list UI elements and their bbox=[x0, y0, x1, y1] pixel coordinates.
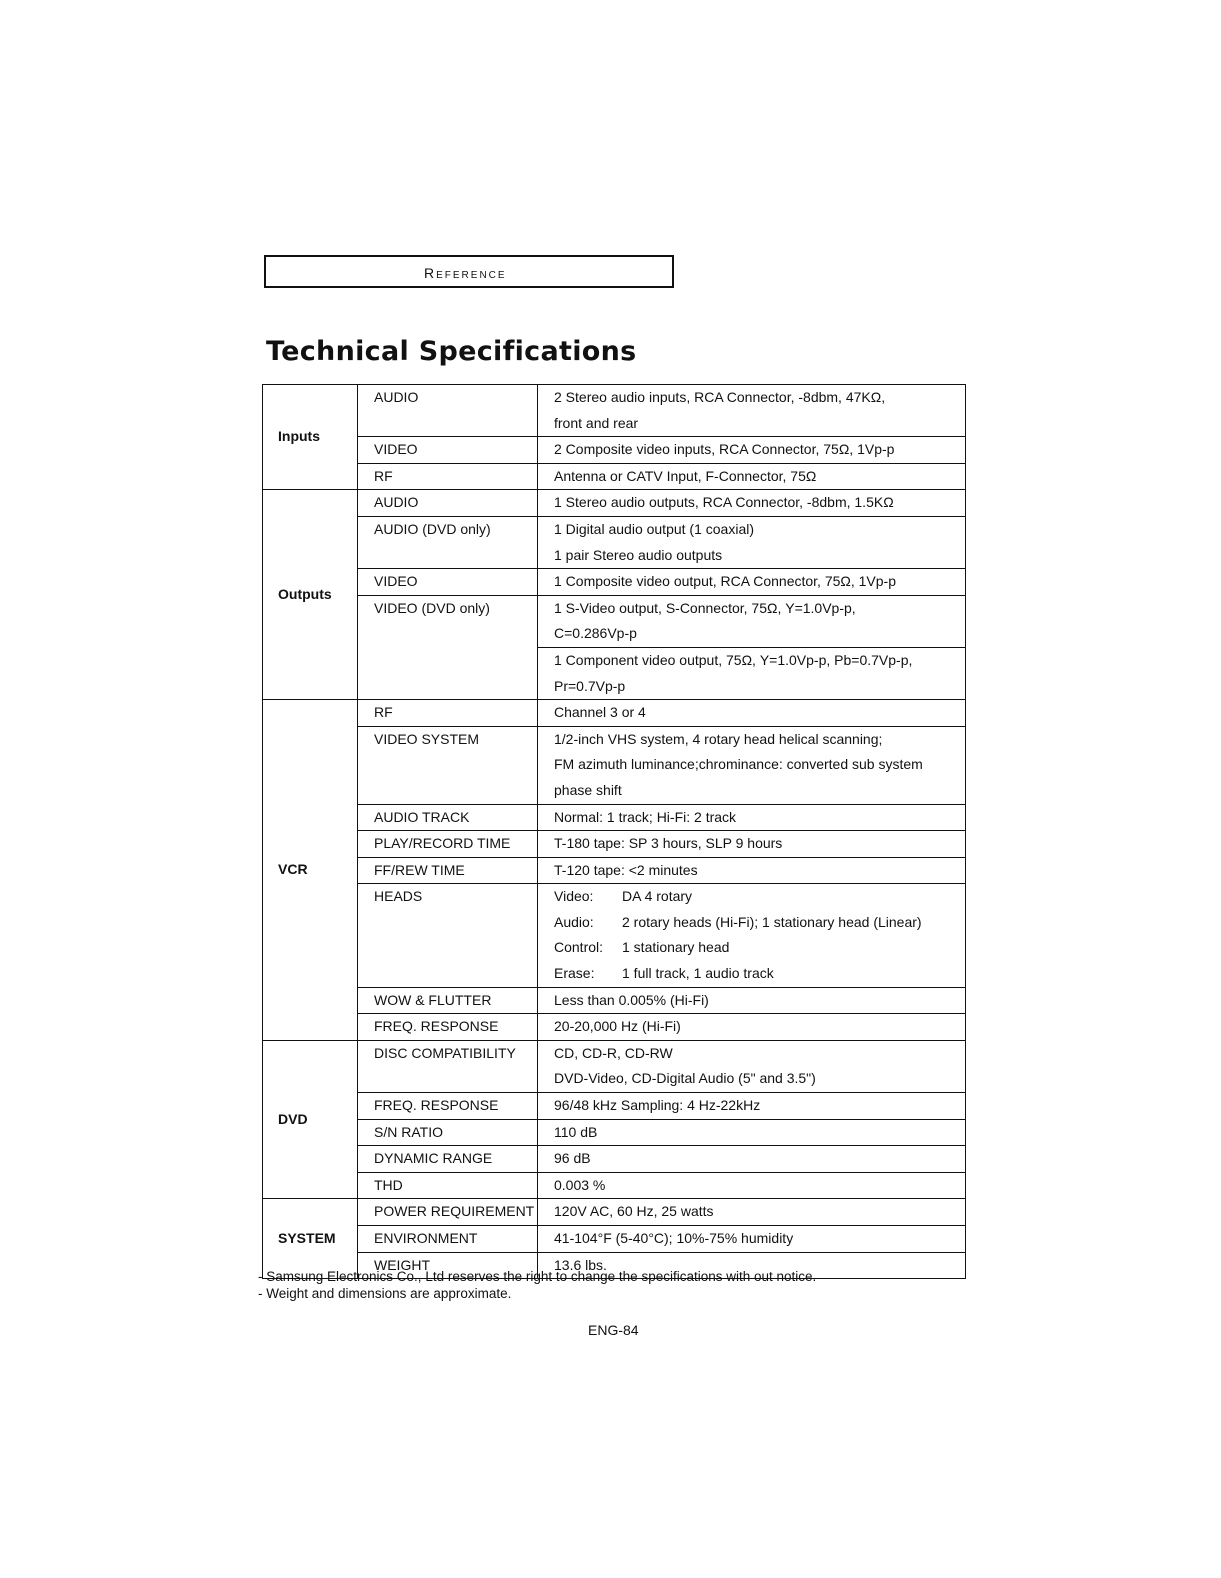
spec-value-line: Normal: 1 track; Hi-Fi: 2 track bbox=[554, 808, 737, 825]
spec-value-line: CD, CD-R, CD-RW bbox=[554, 1044, 673, 1061]
spec-sub-value: DA 4 rotary bbox=[622, 888, 693, 905]
spec-value-line bbox=[554, 910, 965, 936]
footnote: - Samsung Electronics Co., Ltd reserves the right to change the specifications with out notice. bbox=[258, 1269, 817, 1284]
spec-category: DVD bbox=[263, 1040, 358, 1199]
spec-item: DISC COMPATIBILITY bbox=[358, 1040, 538, 1092]
spec-row bbox=[263, 987, 966, 1014]
spec-value-line: T-180 tape: SP 3 hours, SLP 9 hours bbox=[554, 835, 783, 852]
spec-category: SYSTEM bbox=[263, 1199, 358, 1279]
spec-row bbox=[263, 1226, 966, 1253]
spec-item: S/N RATIO bbox=[358, 1119, 538, 1146]
spec-value bbox=[538, 1199, 966, 1226]
spec-value-line: 1/2-inch VHS system, 4 rotary head helical scanning; bbox=[554, 730, 883, 747]
spec-value-line: 120V AC, 60 Hz, 25 watts bbox=[554, 1203, 714, 1220]
spec-value bbox=[538, 647, 966, 699]
spec-value-line: 1 Component video output, 75Ω, Y=1.0Vp-p, Pb=0.7Vp-p, bbox=[554, 651, 913, 668]
spec-row bbox=[263, 385, 966, 437]
spec-item: VIDEO SYSTEM bbox=[358, 726, 538, 804]
spec-value-line: phase shift bbox=[554, 781, 622, 798]
spec-value-line: C=0.286Vp-p bbox=[554, 625, 637, 642]
spec-row bbox=[263, 1119, 966, 1146]
spec-value-line: 2 Composite video inputs, RCA Connector, 75Ω, 1Vp-p bbox=[554, 441, 895, 458]
spec-item: WOW & FLUTTER bbox=[358, 987, 538, 1014]
spec-row bbox=[263, 516, 966, 568]
spec-value bbox=[538, 463, 966, 490]
spec-value-line: 96/48 kHz Sampling: 4 Hz-22kHz bbox=[554, 1097, 761, 1114]
spec-row bbox=[263, 463, 966, 490]
spec-row bbox=[263, 1040, 966, 1092]
section-tab bbox=[264, 255, 674, 288]
spec-value bbox=[538, 516, 966, 568]
spec-row bbox=[263, 1093, 966, 1120]
spec-value bbox=[538, 1146, 966, 1173]
page-number: ENG-84 bbox=[588, 1322, 639, 1338]
spec-item: FREQ. RESPONSE bbox=[358, 1093, 538, 1120]
spec-value-line bbox=[554, 935, 965, 961]
spec-category: VCR bbox=[263, 700, 358, 1041]
spec-row bbox=[263, 726, 966, 804]
spec-value-line: T-120 tape: <2 minutes bbox=[554, 861, 698, 878]
footnotes bbox=[258, 1268, 816, 1302]
spec-value bbox=[538, 804, 966, 831]
spec-item: POWER REQUIREMENT bbox=[358, 1199, 538, 1226]
spec-value bbox=[538, 595, 966, 647]
spec-value-line: 1 Composite video output, RCA Connector, 75Ω, 1Vp-p bbox=[554, 573, 896, 590]
spec-row bbox=[263, 569, 966, 596]
spec-value bbox=[538, 1226, 966, 1253]
spec-sub-label: Erase: bbox=[554, 965, 595, 982]
spec-value-line: 41-104°F (5-40°C); 10%-75% humidity bbox=[554, 1230, 794, 1246]
spec-value bbox=[538, 987, 966, 1014]
spec-value-line: Channel 3 or 4 bbox=[554, 704, 646, 721]
spec-value-line: 1 Stereo audio outputs, RCA Connector, -8dbm, 1.5KΩ bbox=[554, 494, 894, 511]
spec-row bbox=[263, 700, 966, 727]
spec-sub-label: Control: bbox=[554, 939, 604, 956]
spec-value bbox=[538, 726, 966, 804]
spec-row bbox=[263, 1146, 966, 1173]
spec-row bbox=[263, 595, 966, 647]
footnote: - Weight and dimensions are approximate. bbox=[258, 1286, 512, 1301]
spec-value bbox=[538, 569, 966, 596]
spec-item: DYNAMIC RANGE bbox=[358, 1146, 538, 1173]
section-tab-label: Reference bbox=[424, 265, 507, 281]
spec-category: Inputs bbox=[263, 385, 358, 490]
spec-row bbox=[263, 1014, 966, 1041]
spec-value bbox=[538, 1093, 966, 1120]
spec-item: VIDEO bbox=[358, 569, 538, 596]
spec-value bbox=[538, 700, 966, 727]
spec-value-line: Pr=0.7Vp-p bbox=[554, 677, 626, 694]
spec-item: PLAY/RECORD TIME bbox=[358, 831, 538, 858]
spec-sub-label: Audio: bbox=[554, 913, 594, 930]
spec-value-line bbox=[554, 884, 965, 910]
spec-value-line: Antenna or CATV Input, F-Connector, 75Ω bbox=[554, 467, 817, 484]
spec-item: HEADS bbox=[358, 884, 538, 987]
spec-row bbox=[263, 831, 966, 858]
spec-value bbox=[538, 490, 966, 517]
spec-row bbox=[263, 437, 966, 464]
spec-row bbox=[263, 1172, 966, 1199]
spec-table-body bbox=[263, 385, 966, 1279]
spec-item: RF bbox=[358, 463, 538, 490]
spec-sub-value: 1 full track, 1 audio track bbox=[622, 965, 774, 982]
spec-value bbox=[538, 857, 966, 884]
spec-item: WEIGHT bbox=[358, 1252, 538, 1279]
spec-value bbox=[538, 1172, 966, 1199]
spec-value-line: 1 Digital audio output (1 coaxial) bbox=[554, 520, 755, 537]
spec-value-line: 110 dB bbox=[554, 1123, 598, 1140]
spec-value-line: 20-20,000 Hz (Hi-Fi) bbox=[554, 1018, 681, 1035]
spec-value-line: FM azimuth luminance;chrominance: converted sub system bbox=[554, 756, 923, 773]
spec-item: FREQ. RESPONSE bbox=[358, 1014, 538, 1041]
spec-item: THD bbox=[358, 1172, 538, 1199]
spec-item: AUDIO bbox=[358, 490, 538, 517]
spec-value-line: Less than 0.005% (Hi-Fi) bbox=[554, 991, 709, 1008]
spec-row bbox=[263, 490, 966, 517]
spec-item: VIDEO bbox=[358, 437, 538, 464]
spec-table bbox=[262, 384, 966, 1279]
spec-value bbox=[538, 1014, 966, 1041]
spec-value bbox=[538, 831, 966, 858]
spec-value-line: front and rear bbox=[554, 414, 639, 431]
spec-row bbox=[263, 884, 966, 987]
spec-item: AUDIO TRACK bbox=[358, 804, 538, 831]
spec-value-line: 13.6 lbs. bbox=[554, 1256, 607, 1273]
spec-value bbox=[538, 437, 966, 464]
spec-sub-label: Video: bbox=[554, 888, 594, 905]
spec-item: RF bbox=[358, 700, 538, 727]
spec-value bbox=[538, 1040, 966, 1092]
spec-row bbox=[263, 804, 966, 831]
spec-value-line: 1 S-Video output, S-Connector, 75Ω, Y=1.0Vp-p, bbox=[554, 599, 856, 616]
spec-value-line bbox=[554, 961, 965, 987]
spec-value-line: 96 dB bbox=[554, 1150, 591, 1167]
spec-value bbox=[538, 385, 966, 437]
spec-value-line: 0.003 % bbox=[554, 1176, 606, 1193]
spec-value-line: 2 Stereo audio inputs, RCA Connector, -8dbm, 47KΩ, bbox=[554, 389, 886, 405]
spec-row bbox=[263, 857, 966, 884]
spec-value-line: DVD-Video, CD-Digital Audio (5" and 3.5") bbox=[554, 1070, 816, 1087]
page-title: Technical Specifications bbox=[266, 336, 637, 367]
spec-item: ENVIRONMENT bbox=[358, 1226, 538, 1253]
spec-item: FF/REW TIME bbox=[358, 857, 538, 884]
spec-row bbox=[263, 1199, 966, 1226]
spec-item: AUDIO bbox=[358, 385, 538, 437]
spec-value bbox=[538, 884, 966, 987]
spec-sub-value: 1 stationary head bbox=[622, 939, 730, 956]
spec-item: AUDIO (DVD only) bbox=[358, 516, 538, 568]
spec-item: VIDEO (DVD only) bbox=[358, 595, 538, 699]
spec-value-line: 1 pair Stereo audio outputs bbox=[554, 546, 723, 563]
spec-category: Outputs bbox=[263, 490, 358, 700]
spec-value bbox=[538, 1119, 966, 1146]
spec-sub-value: 2 rotary heads (Hi-Fi); 1 stationary head (Linear) bbox=[622, 913, 922, 930]
